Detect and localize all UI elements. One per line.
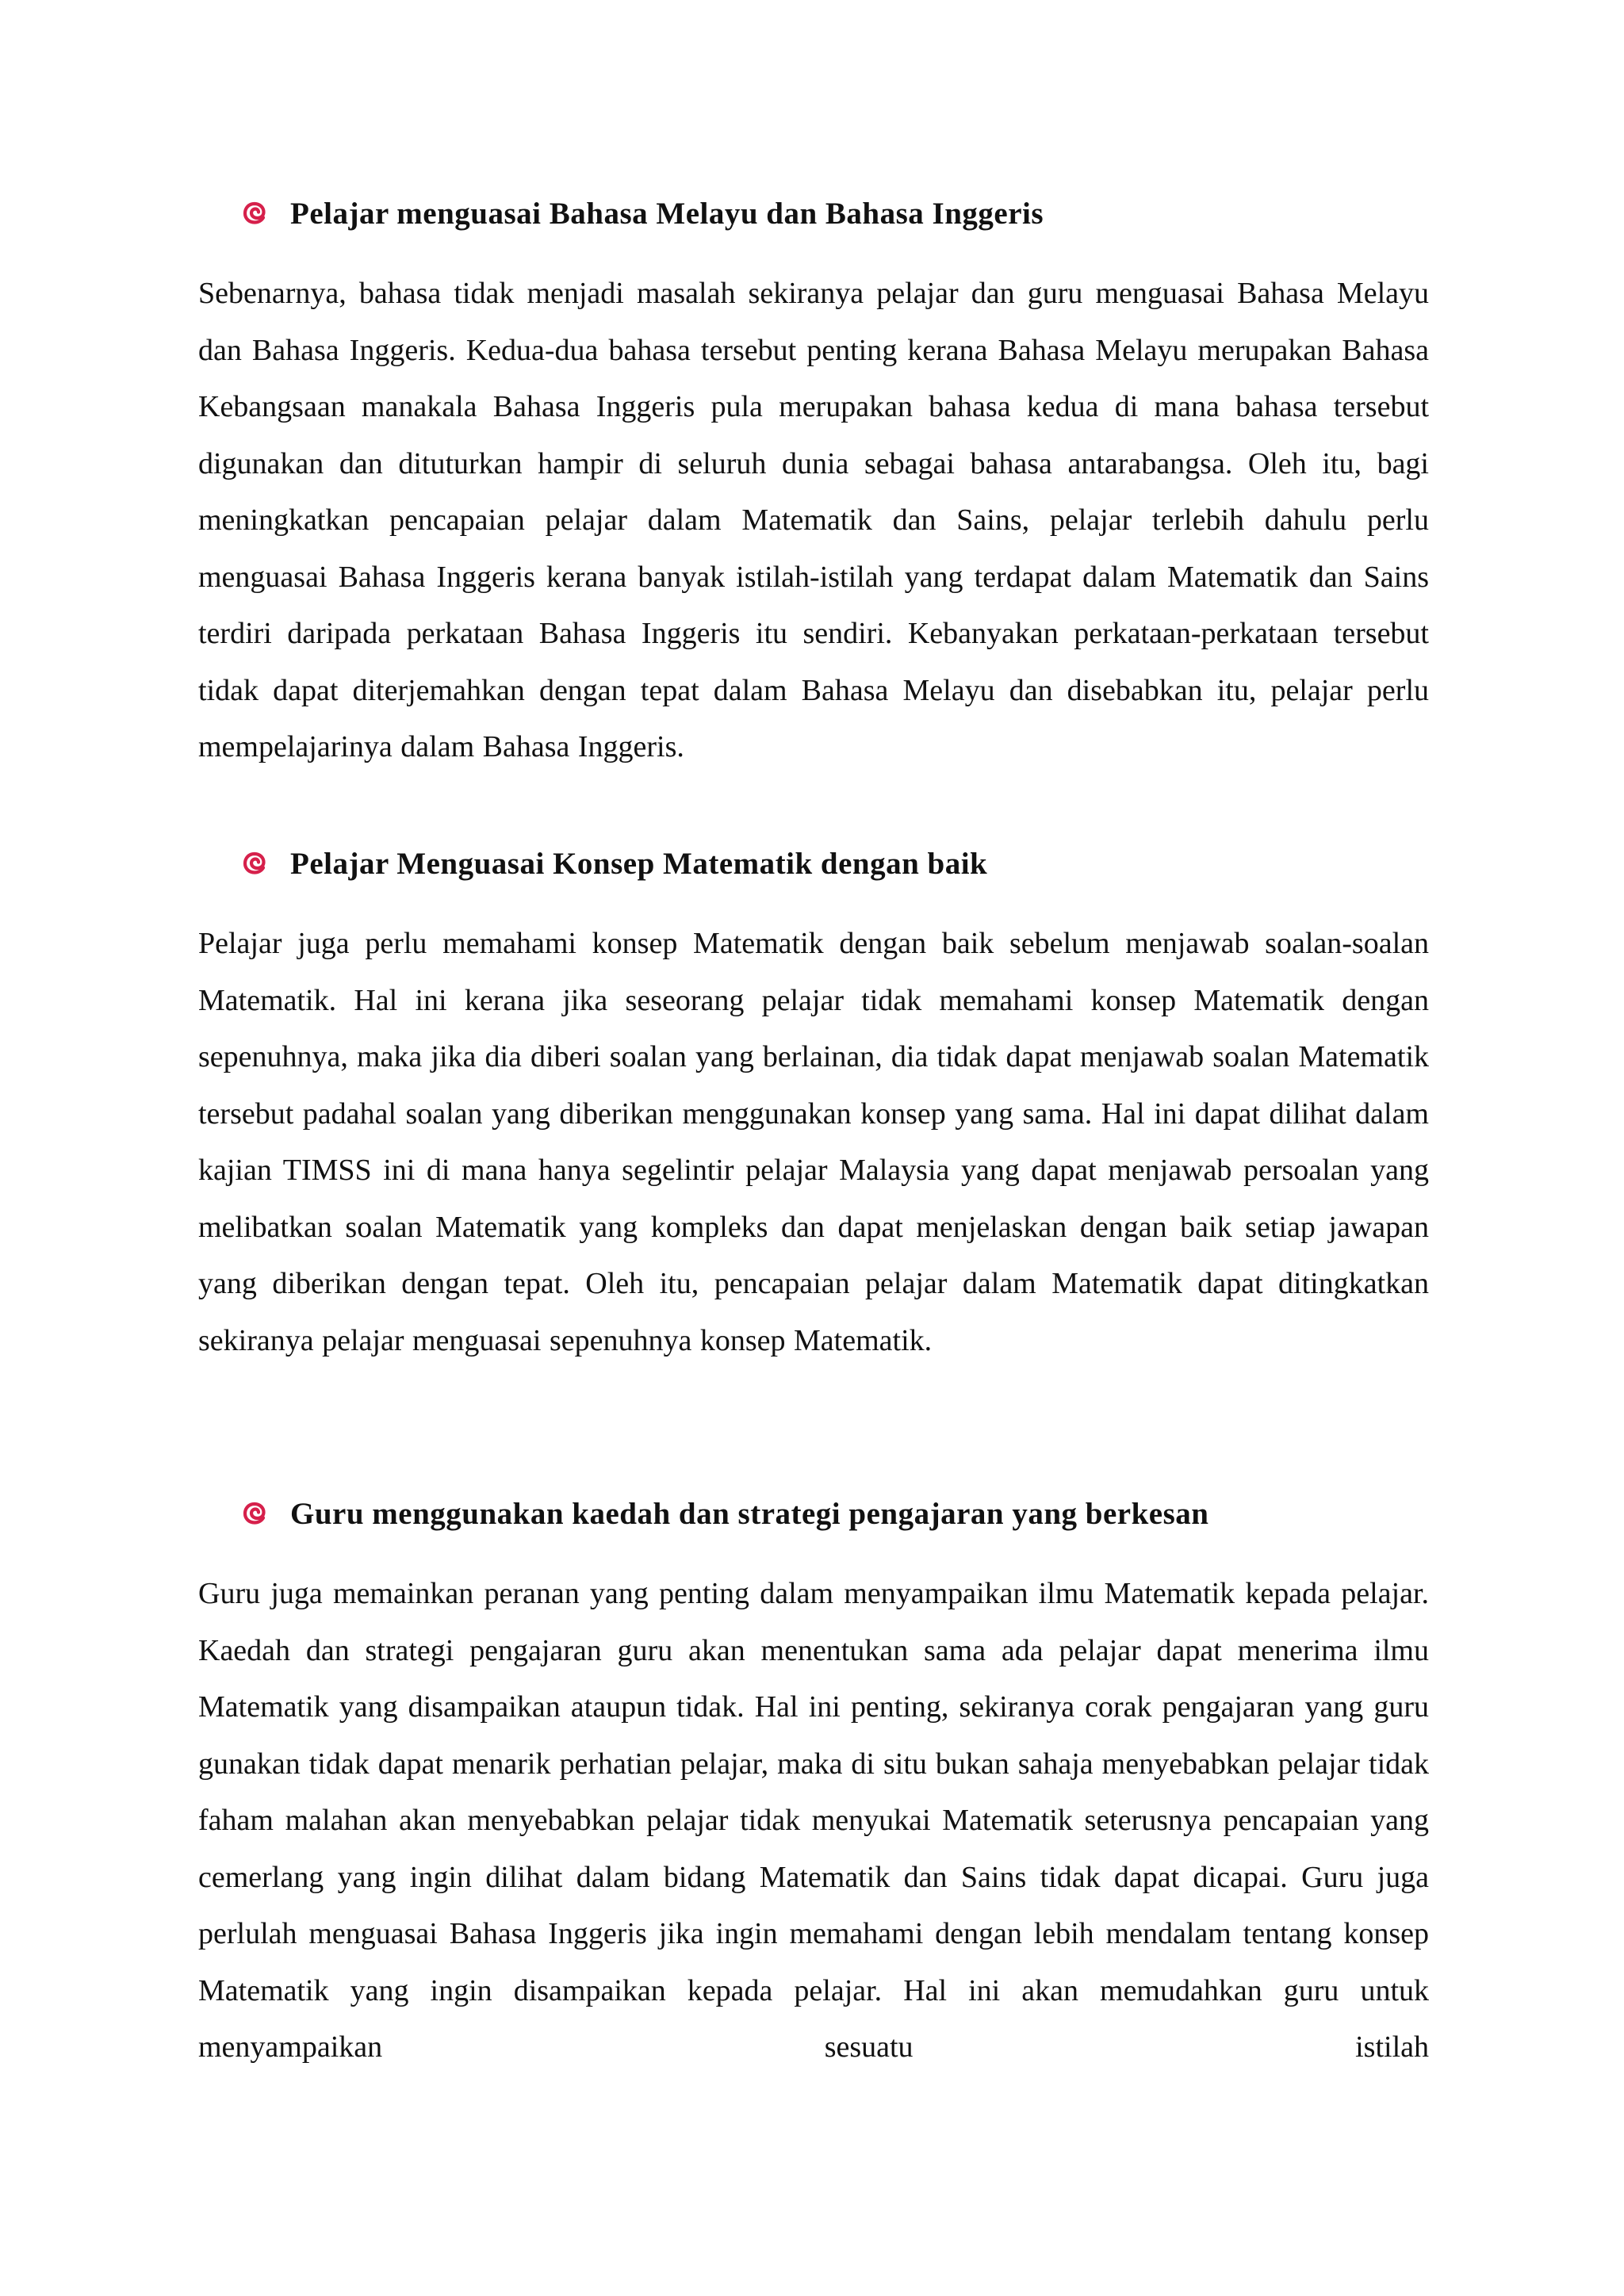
section-heading xyxy=(243,194,1429,232)
heading-text: Pelajar menguasai Bahasa Melayu dan Bahasa Inggeris xyxy=(290,196,1044,231)
heading-text: Pelajar Menguasai Konsep Matematik dengan baik xyxy=(290,846,988,881)
paragraph: Pelajar juga perlu memahami konsep Matematik dengan baik sebelum menjawab soalan-soalan Matematik. Hal ini kerana jika seseorang pelajar tidak memahami konsep Matematik dengan sepenuhnya, maka jika dia diberi soalan yang berlainan, dia tidak dapat menjawab soalan Matematik tersebut padahal soalan yang diberikan menggunakan konsep yang sama. Hal ini dapat dilihat dalam kajian TIMSS ini di mana hanya segelintir pelajar Malaysia yang dapat menjawab persoalan yang melibatkan soalan Matematik yang kompleks dan dapat menjelaskan dengan baik setiap jawapan yang diberikan dengan tepat. Oleh itu, pencapaian pelajar dalam Matematik dapat ditingkatkan sekiranya pelajar menguasai sepenuhnya konsep Matematik. xyxy=(198,927,1429,1357)
swirl-bullet-icon xyxy=(243,1502,266,1525)
heading-text: Guru menggunakan kaedah dan strategi pengajaran yang berkesan xyxy=(290,1496,1209,1531)
section-heading xyxy=(243,1494,1429,1533)
paragraph: Sebenarnya, bahasa tidak menjadi masalah sekiranya pelajar dan guru menguasai Bahasa Melayu dan Bahasa Inggeris. Kedua-dua bahasa tersebut penting kerana Bahasa Melayu merupakan Bahasa Kebangsaan manakala Bahasa Inggeris pula merupakan bahasa kedua di mana bahasa tersebut digunakan dan dituturkan hampir di seluruh dunia sebagai bahasa antarabangsa. Oleh itu, bagi meningkatkan pencapaian pelajar dalam Matematik dan Sains, pelajar terlebih dahulu perlu menguasai Bahasa Inggeris kerana banyak istilah-istilah yang terdapat dalam Matematik dan Sains terdiri daripada perkataan Bahasa Inggeris itu sendiri. Kebanyakan perkataan-perkataan tersebut tidak dapat diterjemahkan dengan tepat dalam Bahasa Melayu dan disebabkan itu, pelajar perlu mempelajarinya dalam Bahasa Inggeris. xyxy=(198,277,1429,763)
section-guru xyxy=(198,1494,1429,2107)
swirl-bullet-icon xyxy=(243,201,266,225)
section-konsep xyxy=(198,844,1429,1399)
section-bahasa xyxy=(198,194,1429,806)
section-heading xyxy=(243,844,1429,882)
paragraph: Guru juga memainkan peranan yang penting dalam menyampaikan ilmu Matematik kepada pelajar. Kaedah dan strategi pengajaran guru akan menentukan sama ada pelajar dapat menerima ilmu Matematik yang disampaikan ataupun tidak. Hal ini penting, sekiranya corak pengajaran yang guru gunakan tidak dapat menarik perhatian pelajar, maka di situ bukan sahaja menyebabkan pelajar tidak faham malahan akan menyebabkan pelajar tidak menyukai Matematik seterusnya pencapaian yang cemerlang yang ingin dilihat dalam bidang Matematik dan Sains tidak dapat dicapai. Guru juga perlulah menguasai Bahasa Inggeris jika ingin memahami dengan lebih mendalam tentang konsep Matematik yang ingin disampaikan kepada pelajar. Hal ini akan memudahkan guru untuk menyampaikan sesuatu istilah xyxy=(198,1577,1429,2064)
swirl-bullet-icon xyxy=(243,851,266,875)
